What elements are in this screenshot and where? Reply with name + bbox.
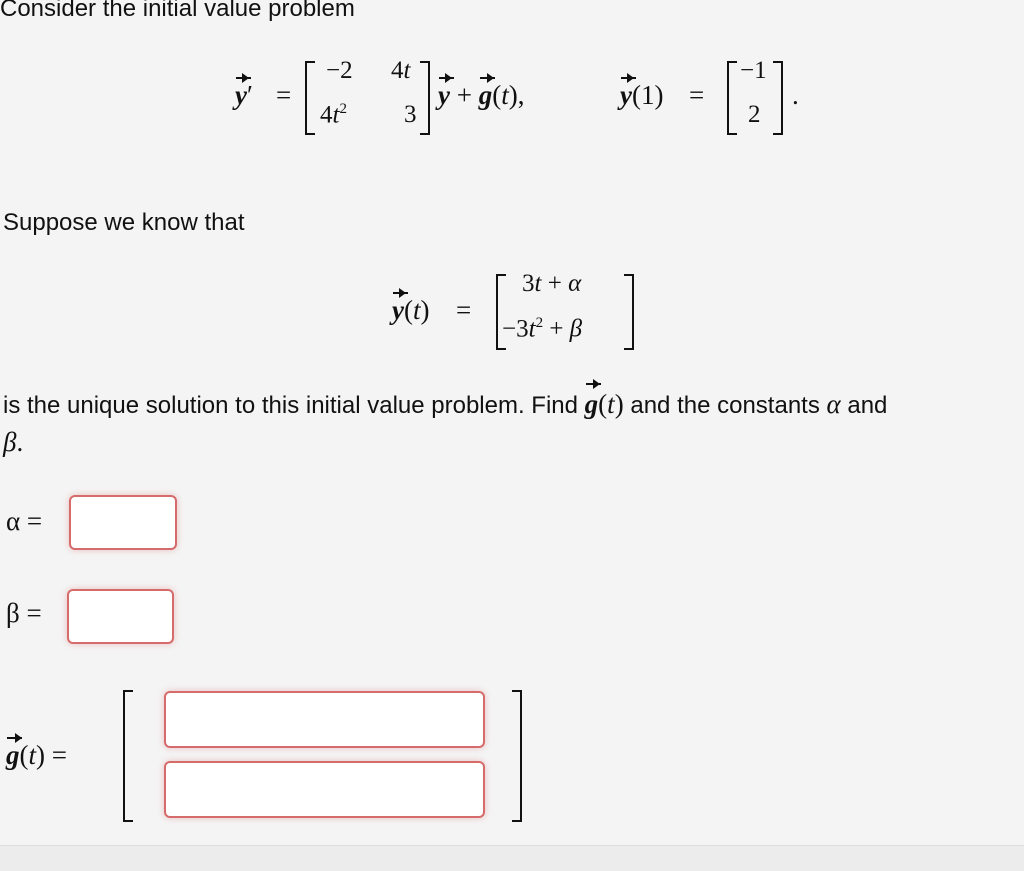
initial-vector-right-bracket: [773, 61, 783, 135]
bottom-panel-edge: [0, 845, 1024, 871]
suppose-text: Suppose we know that: [3, 209, 245, 236]
intro-text: Consider the initial value problem: [0, 0, 355, 22]
matrix-right-bracket: [420, 61, 430, 135]
initial-vector-left-bracket: [727, 61, 737, 135]
equals-sign-1: =: [276, 80, 292, 110]
initial-vector-bottom: 2: [748, 101, 761, 128]
g-top-input[interactable]: [164, 691, 485, 748]
solution-bottom-entry: $-3t^2 + \beta$: [502, 315, 583, 343]
beta-input[interactable]: [67, 589, 174, 644]
equals-sign-2: =: [689, 80, 705, 110]
period: .: [792, 80, 799, 110]
initial-condition-label: y(1): [620, 80, 664, 110]
g-bottom-input[interactable]: [164, 761, 485, 818]
initial-vector-top: −1: [740, 57, 767, 84]
matrix-cell-2-2: 3: [404, 101, 417, 128]
alpha-label: α =: [6, 506, 43, 536]
plus-g-term: y + g(t),: [438, 80, 525, 110]
alpha-input[interactable]: [69, 495, 177, 550]
solution-right-bracket: [624, 274, 634, 350]
solution-top-entry: 3t + α: [522, 270, 582, 297]
beta-label: β =: [6, 598, 42, 628]
g-left-bracket: [123, 690, 133, 822]
g-label: g(t) =: [6, 740, 67, 770]
matrix-cell-2-1: $4t^2$: [320, 101, 347, 129]
g-right-bracket: [512, 690, 522, 822]
solution-equals: =: [456, 295, 472, 325]
matrix-cell-1-2: 4t: [391, 57, 411, 84]
question-text: is the unique solution to this initial value problem. Find g(t) and the constants α and β.: [3, 386, 1013, 462]
solution-label: y(t): [392, 295, 430, 325]
y-prime-label: y′: [235, 80, 253, 110]
matrix-left-bracket: [305, 61, 315, 135]
matrix-cell-1-1: −2: [326, 57, 353, 84]
